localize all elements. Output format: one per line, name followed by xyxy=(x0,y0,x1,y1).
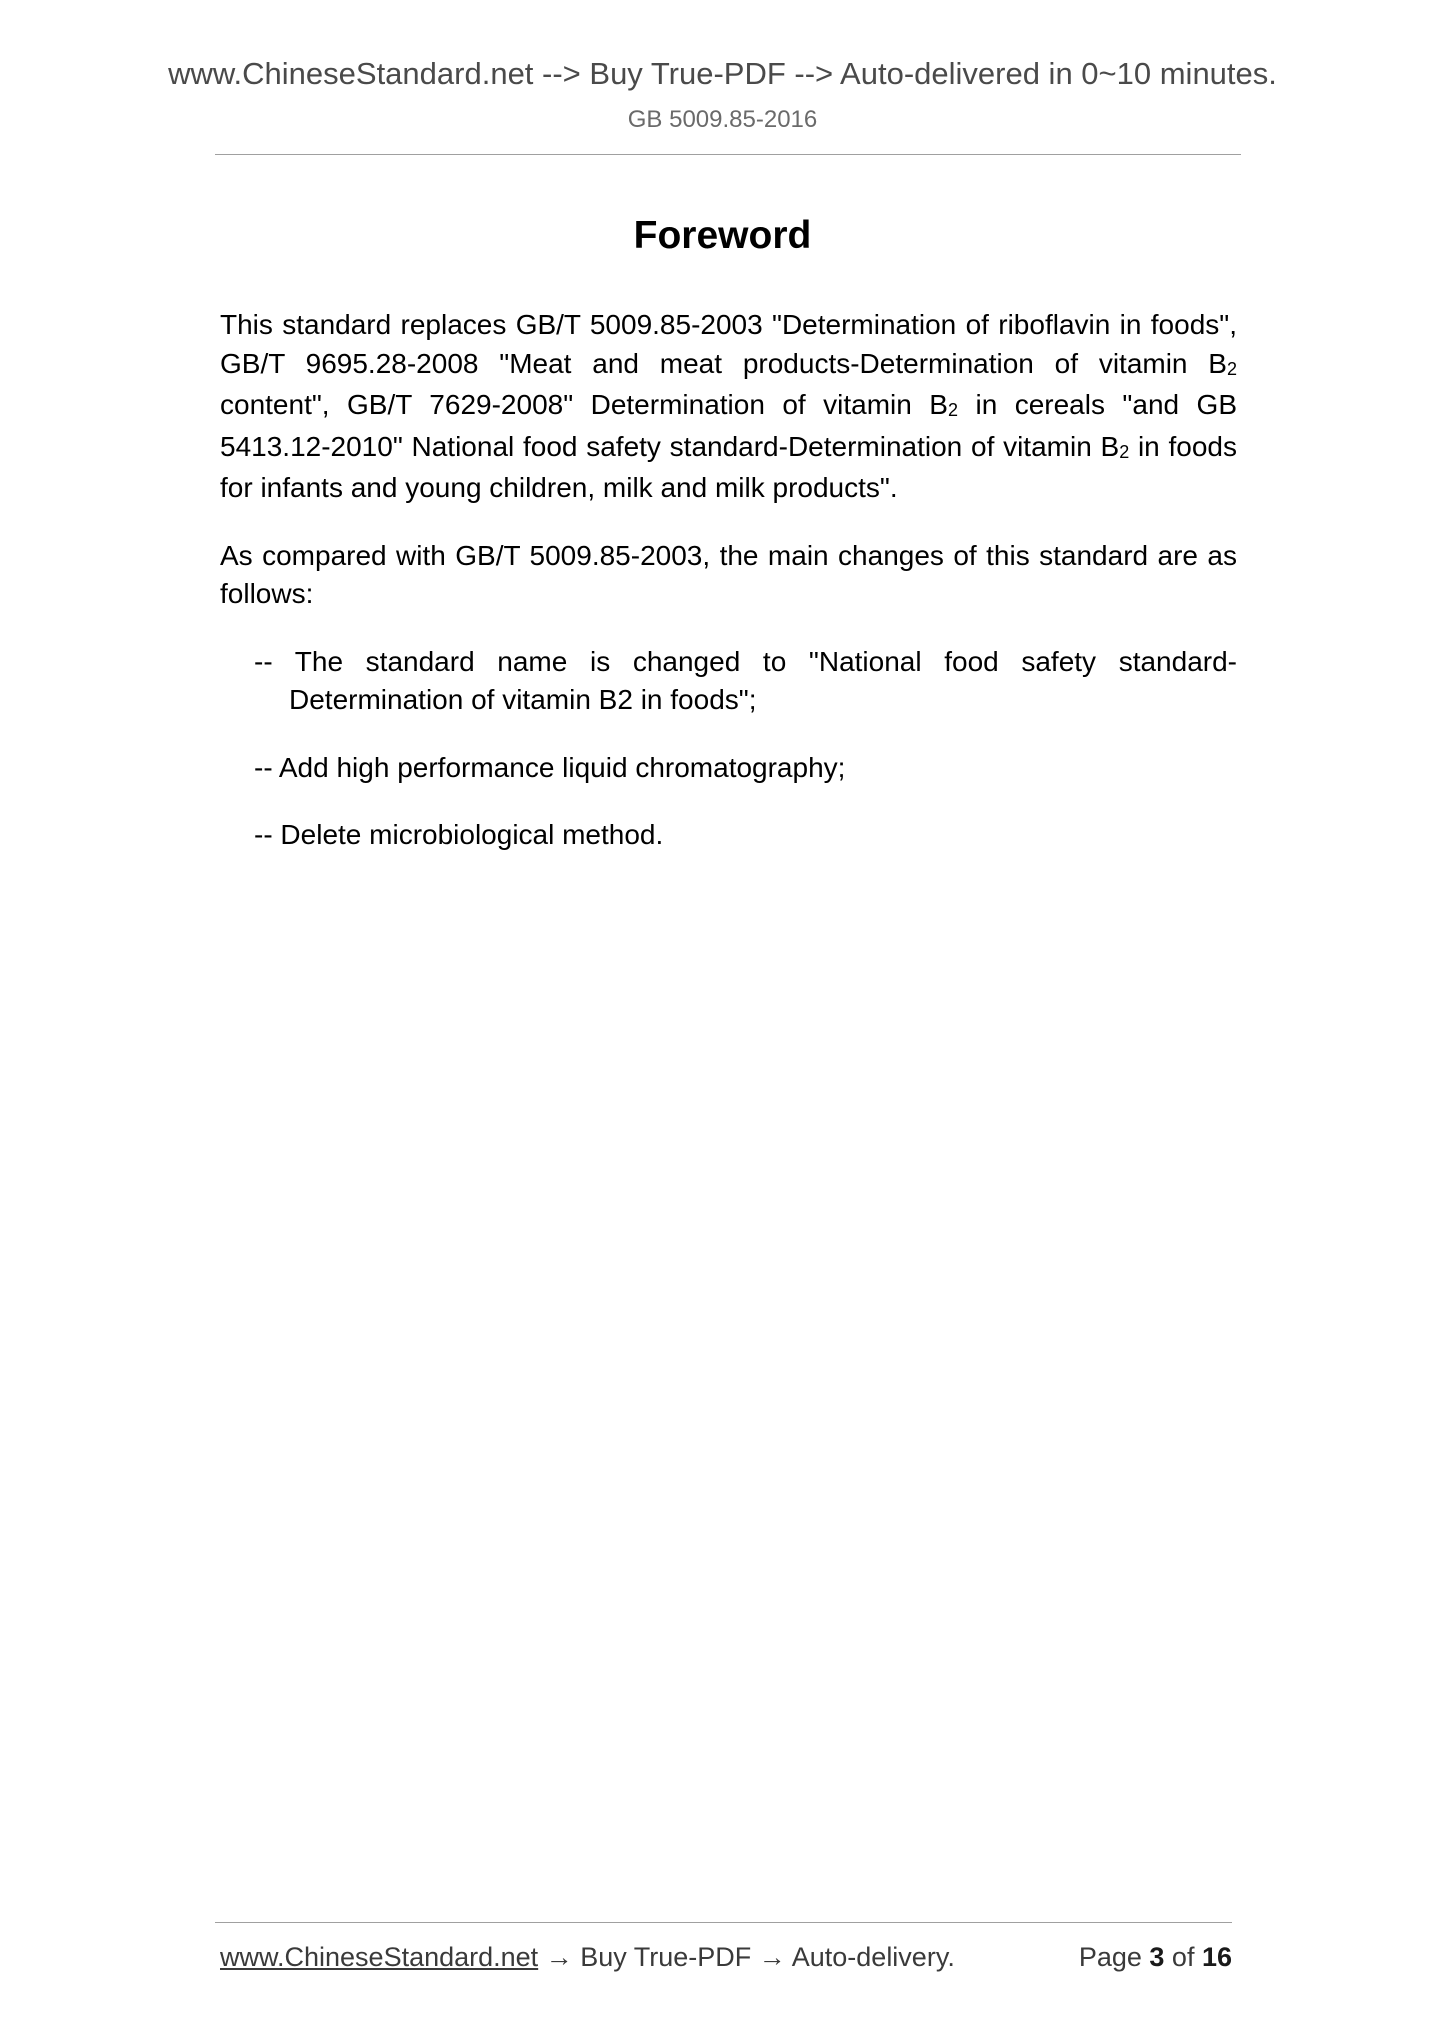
change-item: -- Delete microbiological method. xyxy=(254,819,664,850)
footer-divider xyxy=(215,1922,1232,1923)
paragraph-text: This standard replaces GB/T 5009.85-2003 "Determination of riboflavin in foods", GB/T 9695.28-2008 "Meat and meat products-Determination of vitamin B xyxy=(220,309,1237,379)
paragraph-text: content", GB/T 7629-2008" Determination of vitamin B xyxy=(220,389,948,420)
current-page: 3 xyxy=(1149,1942,1165,1972)
subscript: 2 xyxy=(1226,358,1237,379)
page-title: Foreword xyxy=(633,214,812,257)
page-prefix: Page xyxy=(1078,1942,1150,1972)
header-divider xyxy=(215,154,1241,155)
footer-site-link[interactable]: www.ChineseStandard.net xyxy=(220,1942,539,1972)
header-banner: www.ChineseStandard.net --> Buy True-PDF --> Auto-delivered in 0~10 minutes. xyxy=(168,56,1277,91)
total-pages: 16 xyxy=(1201,1942,1232,1972)
changes-intro-paragraph: As compared with GB/T 5009.85-2003, the main changes of this standard are as follows: xyxy=(220,539,1237,609)
footer-tagline: → Buy True-PDF → Auto-delivery. xyxy=(538,1942,955,1972)
subscript: 2 xyxy=(1119,441,1130,462)
change-item: -- Add high performance liquid chromatography; xyxy=(254,751,846,783)
change-item: -- The standard name is changed to "National food safety standard-Determination of vitamin B2 in foods"; xyxy=(254,645,1237,715)
replacement-paragraph xyxy=(220,306,1237,508)
subscript: 2 xyxy=(948,400,959,420)
paragraph-text: in foods for infants and young children, milk and milk products". xyxy=(220,430,1237,503)
page-middle: of xyxy=(1164,1942,1202,1972)
paragraph-text: in cereals "and GB 5413.12-2010" National food safety standard-Determination of vitamin B xyxy=(220,389,1237,462)
page-number xyxy=(1079,1942,1232,1973)
standard-id: GB 5009.85-2016 xyxy=(627,106,818,133)
foreword-body xyxy=(220,306,1237,884)
footer-left xyxy=(220,1942,955,1973)
